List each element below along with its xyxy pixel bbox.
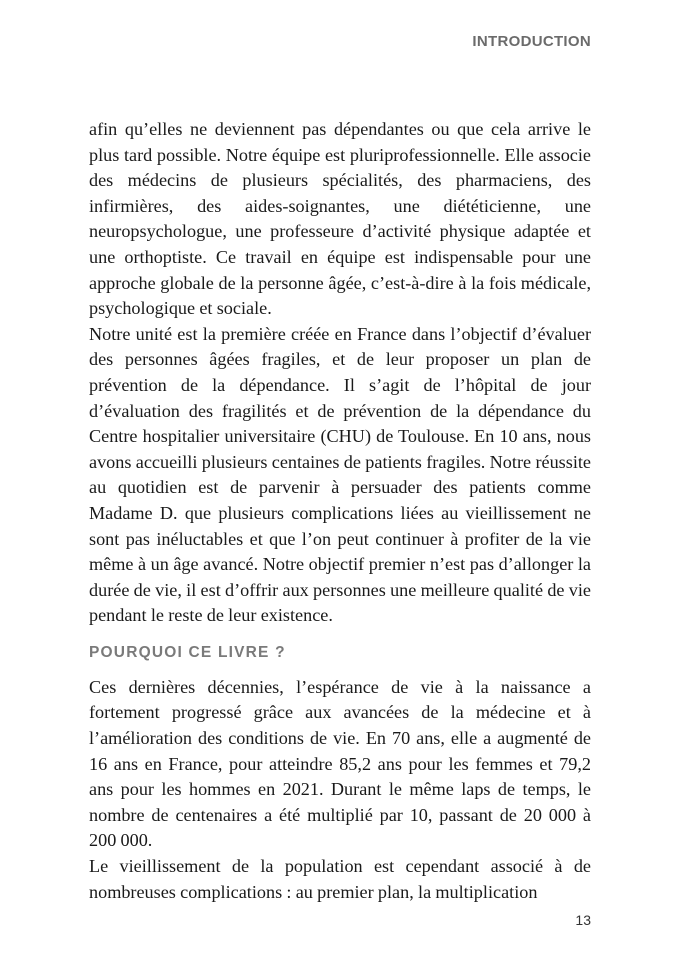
paragraph-life-expectancy: Ces dernières décennies, l’espérance de vie à la naissance a fortement progressé grâce aux avancées de la médecine et à l’amélioration des conditions de vie. En 70 ans, elle a augmenté de 16 ans en France, pour atteindre 85,2 ans pour les femmes et 79,2 ans pour les hommes en 2021. Durant le même laps de temps, le nombre de centenaires a été multiplié par 10, passant de 20 000 à 200 000. bbox=[89, 676, 591, 851]
body-text bbox=[89, 117, 591, 905]
running-header: INTRODUCTION bbox=[472, 33, 591, 50]
page-number: 13 bbox=[575, 912, 591, 928]
paragraph-unit: Notre unité est la première créée en France dans l’objectif d’évaluer des personnes âgées fragiles, et de leur proposer un plan de prévention de la dépendance. Il s’agit de l’hôpital de jour d’évaluation des fragilités et de prévention de la dépendance du Centre hospitalier universitaire (CHU) de Toulouse. En 10 ans, nous avons accueilli plusieurs centaines de patients fragiles. Notre réussite au quotidien est de parvenir à persuader des patients comme Madame D. que plusieurs complications liées au vieillissement ne sont pas inéluctables et que l’on peut continuer à profiter de la vie même à un âge avancé. Notre objectif premier n’est pas d’allonger la durée de vie, il est d’offrir aux personnes une meilleure qualité de vie pendant le reste de leur existence. bbox=[89, 323, 591, 626]
paragraph-team: afin qu’elles ne deviennent pas dépendantes ou que cela arrive le plus tard possible. Notre équipe est pluriprofessionnelle. Elle associe des médecins de plusieurs spécialités, des pharmaciens, des infirmières, des aides-soignantes, une diététicienne, une neuropsychologue, une professeure d’activité physique adaptée et une orthoptiste. Ce travail en équipe est indispensable pour une approche globale de la personne âgée, c’est-à-dire à la fois médicale, psychologique et sociale. bbox=[89, 119, 591, 319]
paragraph-aging: Le vieillissement de la population est cependant associé à de nombreuses complications : au premier plan, la multiplication bbox=[89, 856, 591, 902]
section-heading: POURQUOI CE LIVRE ? bbox=[89, 643, 286, 661]
